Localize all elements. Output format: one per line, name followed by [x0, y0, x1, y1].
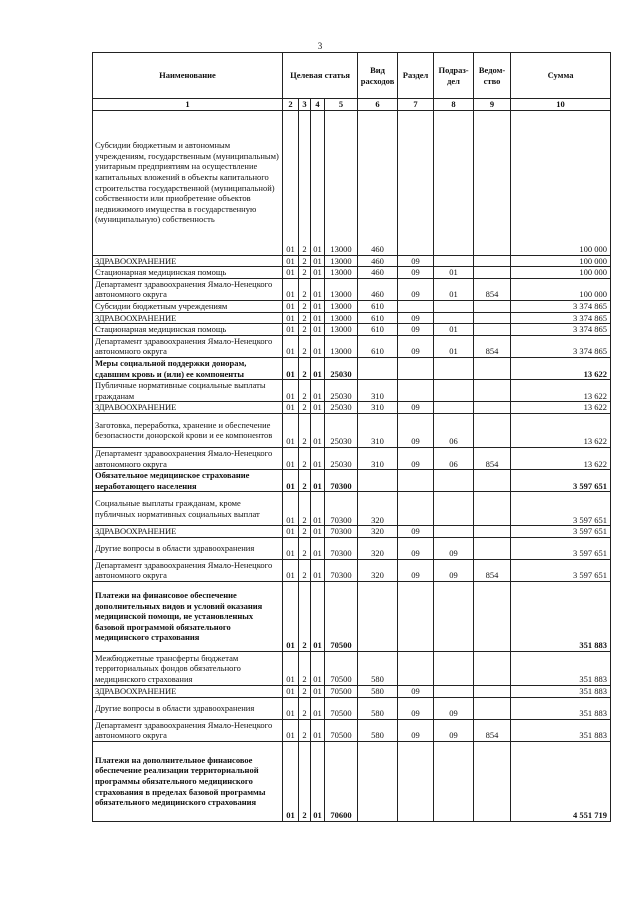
column-number: 10 [511, 99, 611, 111]
cell-podrazdel [434, 300, 474, 312]
cell-t1: 01 [283, 380, 299, 402]
cell-name: Межбюджетные трансферты бюджетам территориальных фондов обязательного медицинского страхования [93, 652, 283, 686]
cell-name: Департамент здравоохранения Ямало-Ненецкого автономного округа [93, 559, 283, 581]
cell-t2: 2 [299, 110, 311, 255]
cell-sum: 351 883 [511, 582, 611, 652]
cell-vid: 310 [358, 402, 398, 414]
cell-t3: 01 [311, 582, 325, 652]
cell-podrazdel: 06 [434, 447, 474, 469]
cell-t4: 25030 [325, 413, 358, 447]
cell-sum: 351 883 [511, 652, 611, 686]
cell-t4: 25030 [325, 447, 358, 469]
cell-sum: 100 000 [511, 255, 611, 267]
table-row [93, 526, 611, 538]
cell-vid: 460 [358, 255, 398, 267]
cell-podrazdel: 09 [434, 719, 474, 741]
cell-name: ЗДРАВООХРАНЕНИЕ [93, 402, 283, 414]
cell-vid: 460 [358, 278, 398, 300]
cell-razdel: 09 [398, 255, 434, 267]
cell-name: Департамент здравоохранения Ямало-Ненецкого автономного округа [93, 719, 283, 741]
cell-t2: 2 [299, 741, 311, 821]
cell-podrazdel [434, 312, 474, 324]
cell-t3: 01 [311, 559, 325, 581]
cell-razdel [398, 300, 434, 312]
cell-podrazdel: 09 [434, 697, 474, 719]
cell-vid: 310 [358, 447, 398, 469]
table-row [93, 110, 611, 255]
cell-sum: 100 000 [511, 278, 611, 300]
cell-t1: 01 [283, 110, 299, 255]
cell-t4: 70300 [325, 559, 358, 581]
cell-t3: 01 [311, 686, 325, 698]
cell-ved [474, 267, 511, 279]
cell-razdel: 09 [398, 312, 434, 324]
cell-t1: 01 [283, 470, 299, 492]
cell-ved [474, 526, 511, 538]
cell-sum: 4 551 719 [511, 741, 611, 821]
cell-t2: 2 [299, 686, 311, 698]
cell-sum: 3 597 651 [511, 537, 611, 559]
cell-t3: 01 [311, 413, 325, 447]
column-number: 5 [325, 99, 358, 111]
cell-ved [474, 492, 511, 526]
cell-name: ЗДРАВООХРАНЕНИЕ [93, 686, 283, 698]
cell-ved: 854 [474, 447, 511, 469]
cell-t3: 01 [311, 741, 325, 821]
cell-podrazdel [434, 526, 474, 538]
cell-vid: 460 [358, 110, 398, 255]
cell-razdel: 09 [398, 719, 434, 741]
cell-ved [474, 413, 511, 447]
budget-table [92, 52, 611, 822]
cell-ved [474, 697, 511, 719]
cell-ved: 854 [474, 335, 511, 357]
cell-vid: 580 [358, 697, 398, 719]
cell-razdel [398, 741, 434, 821]
cell-t3: 01 [311, 335, 325, 357]
cell-name: Платежи на финансовое обеспечение дополнительных видов и условий оказания медицинской помощи, не установленных базовой программой обязательного медицинского страхования [93, 582, 283, 652]
cell-razdel: 09 [398, 559, 434, 581]
cell-ved [474, 380, 511, 402]
cell-t3: 01 [311, 526, 325, 538]
cell-t3: 01 [311, 324, 325, 336]
cell-t4: 25030 [325, 402, 358, 414]
cell-t4: 13000 [325, 278, 358, 300]
cell-t2: 2 [299, 380, 311, 402]
cell-razdel [398, 470, 434, 492]
cell-t4: 13000 [325, 267, 358, 279]
cell-ved [474, 686, 511, 698]
cell-name: Меры социальной поддержки донорам, сдавшим кровь и (или) ее компоненты [93, 357, 283, 379]
cell-t4: 13000 [325, 324, 358, 336]
cell-sum: 3 597 651 [511, 470, 611, 492]
cell-t3: 01 [311, 652, 325, 686]
cell-ved: 854 [474, 559, 511, 581]
cell-vid: 320 [358, 559, 398, 581]
cell-sum: 100 000 [511, 110, 611, 255]
cell-name: Субсидии бюджетным и автономным учреждениям, государственным (муниципальным) унитарным предприятиям на осуществление капитальных вложений в объекты капитального строительства государственной (муниципальной) собственности или приобретение объектов недвижимого имущества в государственную (муниципальную) собственность [93, 110, 283, 255]
cell-podrazdel: 09 [434, 537, 474, 559]
cell-t1: 01 [283, 402, 299, 414]
cell-razdel: 09 [398, 324, 434, 336]
cell-t2: 2 [299, 719, 311, 741]
cell-t3: 01 [311, 312, 325, 324]
cell-razdel [398, 652, 434, 686]
cell-razdel: 09 [398, 413, 434, 447]
cell-t2: 2 [299, 357, 311, 379]
cell-vid: 610 [358, 335, 398, 357]
cell-ved [474, 357, 511, 379]
cell-vid: 610 [358, 312, 398, 324]
cell-t3: 01 [311, 300, 325, 312]
cell-ved [474, 402, 511, 414]
cell-name: Другие вопросы в области здравоохранения [93, 697, 283, 719]
cell-vid: 610 [358, 324, 398, 336]
cell-sum: 3 374 865 [511, 335, 611, 357]
cell-vid: 580 [358, 719, 398, 741]
table-row [93, 312, 611, 324]
cell-t2: 2 [299, 300, 311, 312]
cell-ved [474, 470, 511, 492]
cell-ved: 854 [474, 278, 511, 300]
cell-sum: 3 597 651 [511, 559, 611, 581]
cell-razdel [398, 357, 434, 379]
cell-sum: 351 883 [511, 686, 611, 698]
cell-t3: 01 [311, 380, 325, 402]
table-row [93, 741, 611, 821]
table-row [93, 537, 611, 559]
cell-sum: 13 622 [511, 413, 611, 447]
cell-t4: 25030 [325, 357, 358, 379]
cell-podrazdel [434, 380, 474, 402]
table-row [93, 413, 611, 447]
cell-t1: 01 [283, 267, 299, 279]
cell-razdel: 09 [398, 526, 434, 538]
cell-t3: 01 [311, 110, 325, 255]
header-name: Наименование [93, 53, 283, 99]
cell-t2: 2 [299, 255, 311, 267]
column-numbers-row [93, 99, 611, 111]
header-section: Раздел [398, 53, 434, 99]
cell-t2: 2 [299, 470, 311, 492]
cell-t4: 13000 [325, 110, 358, 255]
cell-razdel: 09 [398, 537, 434, 559]
cell-t3: 01 [311, 278, 325, 300]
cell-t1: 01 [283, 413, 299, 447]
cell-t3: 01 [311, 255, 325, 267]
cell-t2: 2 [299, 267, 311, 279]
cell-t4: 13000 [325, 255, 358, 267]
header-expense-type: Вид расходов [358, 53, 398, 99]
cell-vid: 320 [358, 537, 398, 559]
cell-name: Стационарная медицинская помощь [93, 267, 283, 279]
cell-podrazdel: 01 [434, 267, 474, 279]
cell-t2: 2 [299, 526, 311, 538]
cell-t2: 2 [299, 537, 311, 559]
cell-t4: 70500 [325, 719, 358, 741]
cell-t2: 2 [299, 413, 311, 447]
cell-sum: 3 374 865 [511, 312, 611, 324]
cell-name: Департамент здравоохранения Ямало-Ненецкого автономного округа [93, 278, 283, 300]
cell-t1: 01 [283, 697, 299, 719]
column-number: 2 [283, 99, 299, 111]
cell-sum: 351 883 [511, 719, 611, 741]
cell-t3: 01 [311, 267, 325, 279]
cell-t3: 01 [311, 470, 325, 492]
cell-name: Социальные выплаты гражданам, кроме публичных нормативных социальных выплат [93, 492, 283, 526]
cell-razdel [398, 492, 434, 526]
cell-podrazdel [434, 582, 474, 652]
cell-ved [474, 652, 511, 686]
cell-t3: 01 [311, 447, 325, 469]
cell-vid [358, 582, 398, 652]
cell-t1: 01 [283, 526, 299, 538]
cell-t2: 2 [299, 582, 311, 652]
table-row [93, 582, 611, 652]
cell-vid: 580 [358, 686, 398, 698]
cell-vid: 580 [358, 652, 398, 686]
table-row [93, 300, 611, 312]
cell-name: Обязательное медицинское страхование неработающего населения [93, 470, 283, 492]
cell-t1: 01 [283, 312, 299, 324]
column-number: 9 [474, 99, 511, 111]
cell-t4: 70500 [325, 652, 358, 686]
cell-sum: 13 622 [511, 402, 611, 414]
table-row [93, 559, 611, 581]
table-row [93, 402, 611, 414]
table-row [93, 357, 611, 379]
cell-name: ЗДРАВООХРАНЕНИЕ [93, 312, 283, 324]
cell-t2: 2 [299, 559, 311, 581]
cell-t4: 70500 [325, 582, 358, 652]
cell-vid [358, 470, 398, 492]
cell-t3: 01 [311, 697, 325, 719]
cell-name: Субсидии бюджетным учреждениям [93, 300, 283, 312]
cell-t3: 01 [311, 402, 325, 414]
cell-ved [474, 582, 511, 652]
cell-podrazdel [434, 652, 474, 686]
cell-razdel: 09 [398, 697, 434, 719]
cell-podrazdel: 01 [434, 335, 474, 357]
cell-name: Департамент здравоохранения Ямало-Ненецкого автономного округа [93, 447, 283, 469]
cell-vid: 310 [358, 380, 398, 402]
cell-name: Другие вопросы в области здравоохранения [93, 537, 283, 559]
table-row [93, 652, 611, 686]
cell-t4: 70600 [325, 741, 358, 821]
table-row [93, 267, 611, 279]
table-row [93, 470, 611, 492]
cell-podrazdel: 01 [434, 278, 474, 300]
cell-t4: 70500 [325, 697, 358, 719]
cell-t2: 2 [299, 492, 311, 526]
cell-podrazdel [434, 470, 474, 492]
header-target-article: Целевая статья [283, 53, 358, 99]
cell-t4: 70300 [325, 492, 358, 526]
cell-t2: 2 [299, 402, 311, 414]
table-row [93, 719, 611, 741]
cell-t1: 01 [283, 278, 299, 300]
cell-podrazdel [434, 357, 474, 379]
cell-razdel [398, 582, 434, 652]
cell-sum: 3 374 865 [511, 324, 611, 336]
cell-podrazdel [434, 492, 474, 526]
cell-ved: 854 [474, 719, 511, 741]
cell-podrazdel [434, 255, 474, 267]
cell-t2: 2 [299, 312, 311, 324]
table-row [93, 255, 611, 267]
cell-t1: 01 [283, 492, 299, 526]
cell-t4: 70300 [325, 537, 358, 559]
cell-razdel: 09 [398, 267, 434, 279]
cell-razdel [398, 380, 434, 402]
header-department: Ведом-ство [474, 53, 511, 99]
page-number: 3 [317, 41, 323, 51]
cell-sum: 13 622 [511, 380, 611, 402]
cell-ved [474, 741, 511, 821]
cell-t2: 2 [299, 278, 311, 300]
cell-sum: 351 883 [511, 697, 611, 719]
cell-sum: 3 597 651 [511, 526, 611, 538]
cell-podrazdel [434, 402, 474, 414]
cell-t1: 01 [283, 559, 299, 581]
cell-t3: 01 [311, 492, 325, 526]
cell-t3: 01 [311, 537, 325, 559]
cell-podrazdel [434, 686, 474, 698]
table-row [93, 335, 611, 357]
cell-t4: 70500 [325, 686, 358, 698]
cell-name: ЗДРАВООХРАНЕНИЕ [93, 255, 283, 267]
cell-ved [474, 110, 511, 255]
cell-t4: 13000 [325, 335, 358, 357]
cell-sum: 13 622 [511, 357, 611, 379]
cell-t2: 2 [299, 335, 311, 357]
cell-t1: 01 [283, 447, 299, 469]
cell-podrazdel [434, 741, 474, 821]
cell-t1: 01 [283, 324, 299, 336]
cell-sum: 3 374 865 [511, 300, 611, 312]
cell-vid: 320 [358, 492, 398, 526]
cell-sum: 100 000 [511, 267, 611, 279]
cell-sum: 13 622 [511, 447, 611, 469]
cell-ved [474, 324, 511, 336]
cell-t1: 01 [283, 537, 299, 559]
cell-t4: 13000 [325, 312, 358, 324]
column-number: 1 [93, 99, 283, 111]
cell-podrazdel: 01 [434, 324, 474, 336]
cell-vid [358, 741, 398, 821]
cell-name: Департамент здравоохранения Ямало-Ненецкого автономного округа [93, 335, 283, 357]
cell-vid: 320 [358, 526, 398, 538]
cell-t4: 25030 [325, 380, 358, 402]
cell-name: Заготовка, переработка, хранение и обеспечение безопасности донорской крови и ее компонентов [93, 413, 283, 447]
cell-podrazdel: 06 [434, 413, 474, 447]
cell-ved [474, 537, 511, 559]
cell-vid: 310 [358, 413, 398, 447]
table-row [93, 447, 611, 469]
cell-razdel: 09 [398, 447, 434, 469]
column-number: 3 [299, 99, 311, 111]
cell-name: Публичные нормативные социальные выплаты гражданам [93, 380, 283, 402]
cell-t4: 13000 [325, 300, 358, 312]
header-amount: Сумма [511, 53, 611, 99]
cell-ved [474, 255, 511, 267]
cell-t1: 01 [283, 686, 299, 698]
cell-sum: 3 597 651 [511, 492, 611, 526]
column-number: 4 [311, 99, 325, 111]
cell-t1: 01 [283, 255, 299, 267]
cell-t1: 01 [283, 300, 299, 312]
cell-name: ЗДРАВООХРАНЕНИЕ [93, 526, 283, 538]
cell-podrazdel [434, 110, 474, 255]
cell-podrazdel: 09 [434, 559, 474, 581]
cell-t1: 01 [283, 652, 299, 686]
cell-razdel: 09 [398, 402, 434, 414]
cell-t1: 01 [283, 582, 299, 652]
cell-razdel [398, 110, 434, 255]
cell-t4: 70300 [325, 470, 358, 492]
cell-t1: 01 [283, 357, 299, 379]
cell-razdel: 09 [398, 278, 434, 300]
cell-t1: 01 [283, 335, 299, 357]
cell-name: Платежи на дополнительное финансовое обеспечение реализации территориальной программы обязательного медицинского страхования в пределах базовой программы обязательного медицинского страхования [93, 741, 283, 821]
cell-vid [358, 357, 398, 379]
cell-t2: 2 [299, 447, 311, 469]
cell-name: Стационарная медицинская помощь [93, 324, 283, 336]
cell-razdel: 09 [398, 335, 434, 357]
table-row [93, 380, 611, 402]
cell-t2: 2 [299, 697, 311, 719]
cell-t3: 01 [311, 357, 325, 379]
cell-t2: 2 [299, 324, 311, 336]
cell-t2: 2 [299, 652, 311, 686]
cell-t1: 01 [283, 719, 299, 741]
column-number: 7 [398, 99, 434, 111]
column-number: 8 [434, 99, 474, 111]
table-row [93, 697, 611, 719]
cell-t1: 01 [283, 741, 299, 821]
cell-t3: 01 [311, 719, 325, 741]
cell-ved [474, 312, 511, 324]
column-number: 6 [358, 99, 398, 111]
table-row [93, 324, 611, 336]
cell-t4: 70300 [325, 526, 358, 538]
header-subsection: Подраз-дел [434, 53, 474, 99]
cell-ved [474, 300, 511, 312]
cell-razdel: 09 [398, 686, 434, 698]
table-row [93, 492, 611, 526]
table-row [93, 278, 611, 300]
table-row [93, 686, 611, 698]
cell-vid: 610 [358, 300, 398, 312]
cell-vid: 460 [358, 267, 398, 279]
